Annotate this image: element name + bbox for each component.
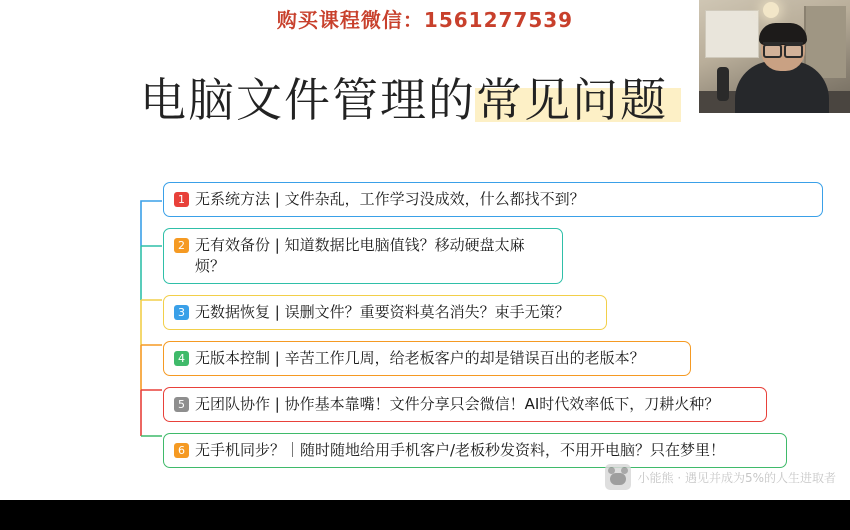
list-item-label: 无版本控制 | 辛苦工作几周，给老板客户的却是错误百出的老版本？ xyxy=(195,349,645,367)
tree-bracket-icon xyxy=(121,188,163,470)
webcam-whiteboard xyxy=(705,10,759,58)
bear-face-icon xyxy=(610,473,626,485)
list-item-number: 6 xyxy=(174,443,189,458)
page-title: 电脑文件管理的常见问题 xyxy=(140,73,668,127)
player-bottom-bar xyxy=(0,500,850,530)
list-item-number: 1 xyxy=(174,192,189,207)
list-item-label: 无数据恢复 | 误删文件？重要资料莫名消失？束手无策？ xyxy=(195,303,570,321)
list-item-number: 4 xyxy=(174,351,189,366)
list-item-label: 无手机同步？｜随时随地给用手机客户/老板秒发资料，不用开电脑？只在梦里！ xyxy=(195,441,726,459)
bear-logo-icon xyxy=(605,464,631,490)
webcam-lamp xyxy=(763,2,779,18)
watermark xyxy=(605,464,836,490)
list-item-number: 5 xyxy=(174,397,189,412)
webcam-overlay[interactable] xyxy=(699,0,850,113)
glasses-icon xyxy=(763,42,803,55)
slide-title-container xyxy=(140,64,668,126)
list-item-label: 无有效备份 | 知道数据比电脑值钱？移动硬盘太麻烦？ xyxy=(195,236,525,275)
list-item-label: 无系统方法 | 文件杂乱，工作学习没成效，什么都找不到？ xyxy=(195,190,585,208)
watermark-text: 小能熊 · 遇见并成为5%的人生进取者 xyxy=(637,470,836,485)
list-item-number: 2 xyxy=(174,238,189,253)
list-item[interactable] xyxy=(163,182,823,217)
list-item[interactable] xyxy=(163,433,787,468)
list-item-label: 无团队协作 | 协作基本靠嘴！文件分享只会微信！AI时代效率低下，刀耕火种？ xyxy=(195,395,720,413)
list-item[interactable] xyxy=(163,228,563,284)
list-item[interactable] xyxy=(163,295,607,330)
problem-list xyxy=(163,182,823,479)
list-item[interactable] xyxy=(163,341,691,376)
list-item-number: 3 xyxy=(174,305,189,320)
list-item[interactable] xyxy=(163,387,767,422)
promo-banner-text: 购买课程微信：1561277539 xyxy=(276,7,574,32)
webcam-microphone xyxy=(717,67,729,101)
